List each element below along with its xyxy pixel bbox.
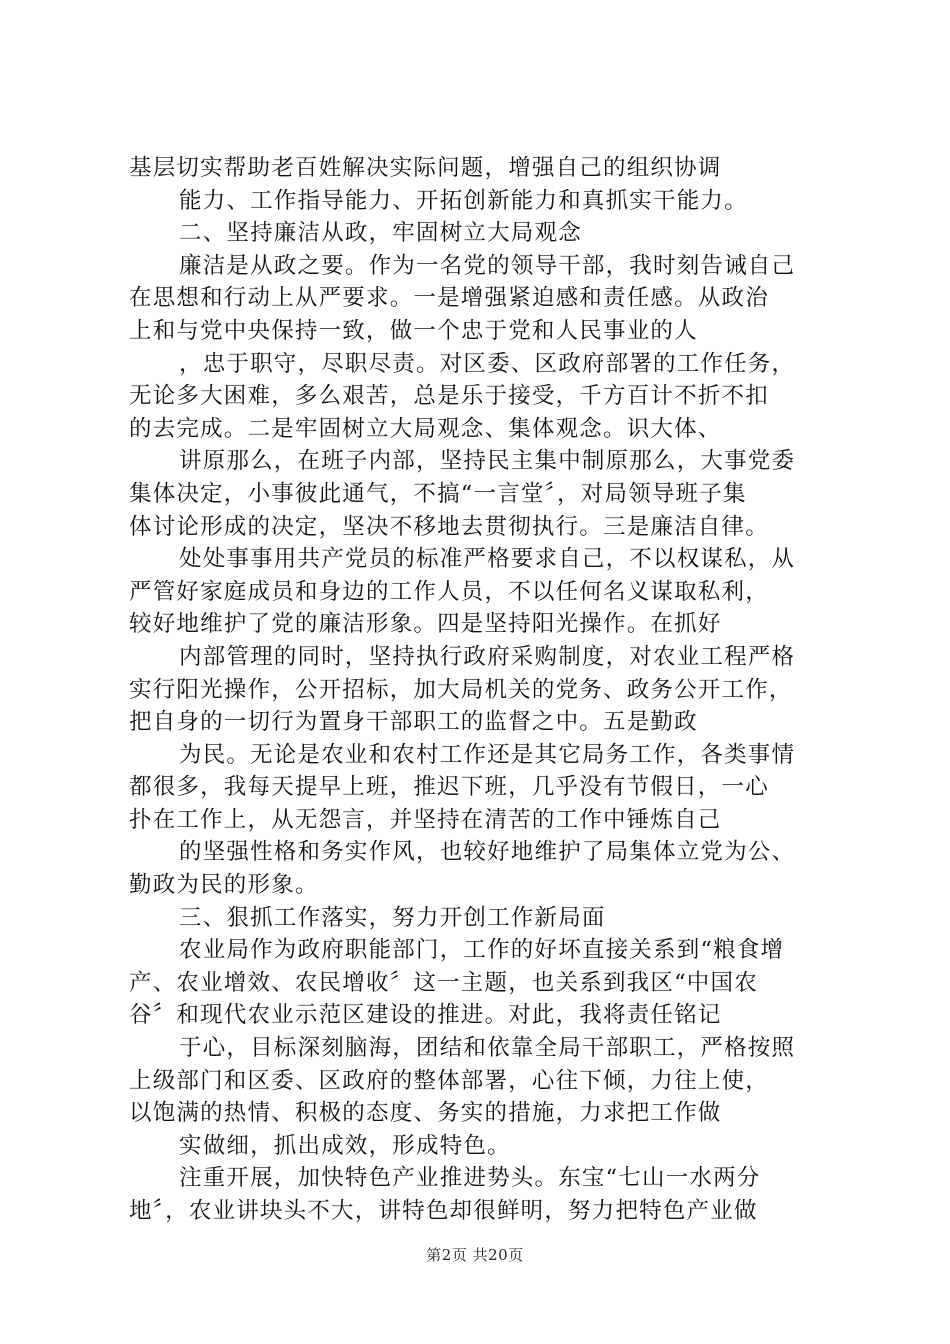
text-line: 集体决定，小事彼此通气，不搞“一言堂〞，对局领导班子集 <box>129 480 747 507</box>
text-line: 于心，目标深刻脑海，团结和依靠全局干部职工，严格按照 <box>179 1035 796 1062</box>
text-line: 上和与党中央保持一致，做一个忠于党和人民事业的人 <box>129 317 698 344</box>
page-footer: 第2页 共20页 <box>426 1246 524 1264</box>
text-line: 内部管理的同时，坚持执行政府采购制度，对农业工程严格 <box>179 643 796 670</box>
text-line: 都很多，我每天提早上班，推迟下班，几乎没有节假日，一心 <box>129 774 769 801</box>
text-line: 把自身的一切行为置身干部职工的监督之中。五是勤政 <box>129 709 698 736</box>
document-body <box>129 152 849 1228</box>
text-line: 以饱满的热情、积极的态度、务实的措施，力求把工作做 <box>129 1100 722 1127</box>
text-line: 三、狠抓工作落实，努力开创工作新局面 <box>179 904 606 931</box>
text-line: 勤政为民的形象。 <box>129 872 319 899</box>
text-line: 二、坚持廉洁从政，牢固树立大局观念 <box>179 220 582 247</box>
text-line: 上级部门和区委、区政府的整体部署，心往下倾，力往上使， <box>129 1067 769 1094</box>
text-line: 农业局作为政府职能部门，工作的好坏直接关系到“粮食增 <box>179 937 785 964</box>
text-line: 廉洁是从政之要。作为一名党的领导干部，我时刻告诫自己 <box>179 252 796 279</box>
text-line: 讲原那么，在班子内部，坚持民主集中制原那么，大事党委 <box>179 448 796 475</box>
text-line: 扑在工作上，从无怨言，并坚持在清苦的工作中锤炼自己 <box>129 806 722 833</box>
text-line: 谷〞和现代农业示范区建设的推进。对此，我将责任铭记 <box>129 1002 722 1029</box>
text-line: 处处事事用共产党员的标准严格要求自己，不以权谋私，从 <box>179 546 796 573</box>
text-line: 能力、工作指导能力、开拓创新能力和真抓实干能力。 <box>179 187 748 214</box>
text-line: 注重开展，加快特色产业推进势头。东宝“七山一水两分 <box>179 1165 761 1192</box>
text-line: 在思想和行动上从严要求。一是增强紧迫感和责任感。从政治 <box>129 285 769 312</box>
text-line: 产、农业增效、农民增收〞这一主题，也关系到我区“中国农 <box>129 969 758 996</box>
text-line: 体讨论形成的决定，坚决不移地去贯彻执行。三是廉洁自律。 <box>129 513 769 540</box>
text-line: 无论多大困难，多么艰苦，总是乐于接受，千方百计不折不扣 <box>129 383 769 410</box>
text-line: 地〞，农业讲块头不大，讲特色却很鲜明，努力把特色产业做 <box>129 1198 758 1224</box>
text-line: 为民。无论是农业和农村工作还是其它局务工作，各类事情 <box>179 741 796 768</box>
text-line: 基层切实帮助老百姓解决实际问题，增强自己的组织协调 <box>129 155 722 181</box>
text-line: ，忠于职守，尽职尽责。对区委、区政府部署的工作任务， <box>179 350 796 377</box>
text-line: 实做细，抓出成效，形成特色。 <box>179 1132 511 1159</box>
text-line: 严管好家庭成员和身边的工作人员，不以任何名义谋取私利， <box>129 578 769 605</box>
text-line: 的去完成。二是牢固树立大局观念、集体观念。识大体、 <box>129 415 722 442</box>
text-line: 的坚强性格和务实作风，也较好地维护了局集体立党为公、 <box>179 839 796 866</box>
text-line: 实行阳光操作，公开招标，加大局机关的党务、政务公开工作， <box>129 676 793 703</box>
text-line: 较好地维护了党的廉洁形象。四是坚持阳光操作。在抓好 <box>129 611 722 638</box>
